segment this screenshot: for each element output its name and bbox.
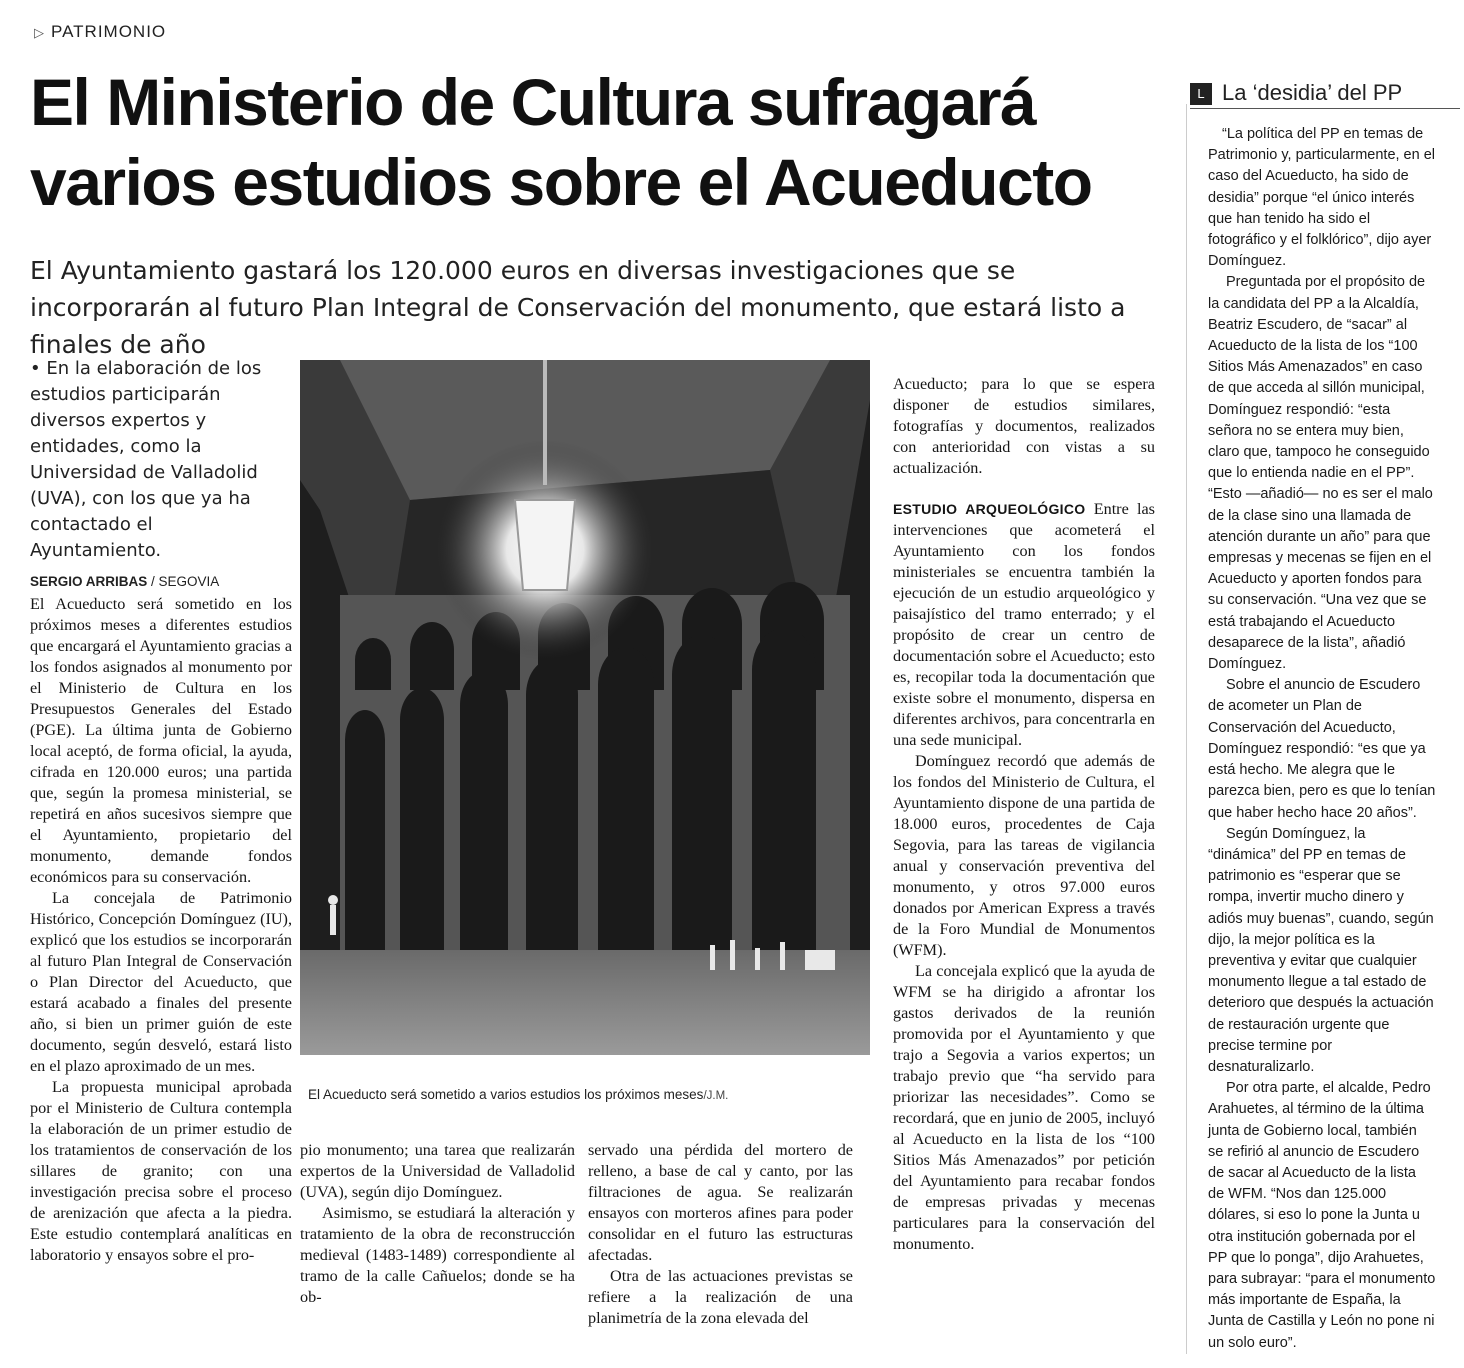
sidebar-title-text: La ‘desidia’ del PP	[1222, 80, 1403, 105]
body-paragraph: El Acueducto será sometido en los próximos meses a diferentes estudios que encargará el Ayuntamiento gracias a los fondos asignados al monumento por el Ministerio de Cultura en los Presupuestos Generales del Estado (PGE). La última junta de Gobierno local aceptó, de forma oficial, la ayuda, cifrada en 120.000 euros; una partida que, según la promesa ministerial, se repetirá en años sucesivos siempre que el Ayuntamiento, propietario del monumento, demande fondos económicos para su conservación.	[30, 595, 292, 886]
sidebar-paragraph: Preguntada por el propósito de la candidata del PP a la Alcaldía, Beatriz Escudero, de “sacar” al Acueducto de la lista de los “100 Sitios Más Amenazados” en caso de que acceda al sillón municipal, Domínguez respondió: “esta señora no se entera muy bien, claro que, tampoco he conseguido que lo entienda nadie en el PP”. “Esto —añadió— no es ser el malo de la clase sino una llamada de atención durante un año” para que empresas y mecenas se fijen en el Acueducto y aporten fondos para su conservación. “Una vez que se está trabajando el Acueducto desaparece de la lista”, añadió Domínguez.	[1208, 274, 1433, 673]
section-tag	[34, 22, 166, 42]
body-paragraph: pio monumento; una tarea que realizarán expertos de la Universidad de Valladolid (UVA), según dijo Domínguez.	[300, 1141, 575, 1201]
sidebar-paragraph: Por otra parte, el alcalde, Pedro Arahuetes, al término de la última junta de Gobierno local, también se refirió al anuncio de Escudero de sacar al Acueducto de la lista de WFM. “Nos dan 125.000 dólares, si eso lo pone la Junta u otra institución gobernada por el PP que lo ponga”, dijo Arahuetes, para subrayar: “para el monumento más importante de España, la Junta de Castilla y León no pone ni un solo euro”.	[1208, 1080, 1436, 1351]
lead-summary: • En la elaboración de los estudios participarán diversos expertos y entidades, como la Universidad de Valladolid (UVA), con los que ya ha contactado el Ayuntamiento.	[30, 358, 262, 561]
byline-place: / SEGOVIA	[147, 574, 220, 589]
body-paragraph: Domínguez recordó que además de los fondos del Ministerio de Cultura, el Ayuntamiento dispone de una partida de 18.000 euros, procedentes de Caja Segovia, para las tareas de vigilancia anual y conservación preventiva del monumento, y otros 97.000 euros donados por American Express a través de la Foro Mundial de Monumentos (WFM).	[893, 752, 1155, 959]
body-paragraph: La concejala de Patrimonio Histórico, Concepción Domínguez (IU), explicó que los estudios se incorporarán al futuro Plan Integral de Conservación o Plan Director del Acueducto, que estará acabado a finales del presente año, si bien un primer guión de este documento, según desveló, estará listo en el plazo aproximado de un mes.	[30, 889, 292, 1075]
section-arrow-icon: ▷	[34, 25, 45, 40]
subhead-text: Entre las intervenciones que acometerá el Ayuntamiento con los fondos ministeriales se encuentra también la ejecución de un estudio arqueológico y paisajístico del tramo enterrado; y el propósito de crear un centro de documentación sobre el Acueducto; esto es, recopilar toda la documentación que existe sobre el monumento, dispersa en diferentes archivos, para concentrarla en una sede municipal.	[893, 500, 1156, 749]
body-column-4	[893, 374, 1155, 1255]
body-paragraph-subhead	[893, 499, 1155, 751]
body-column-3	[588, 1140, 853, 1329]
body-paragraph: Otra de las actuaciones previstas se refiere a la realización de una planimetría de la zona elevada del	[588, 1267, 853, 1327]
byline	[30, 574, 219, 589]
sidebar-paragraph: Según Domínguez, la “dinámica” del PP en temas de patrimonio es “esperar que se rompa, invertir mucho dinero y adiós muy buenas”, cuando, según dijo, la mejor política es la preventiva y evitar que cualquier monumento llegue a tal estado de deterioro que después la actuación de restauración urgente que precise termine por desnaturalizarlo.	[1208, 825, 1434, 1075]
sidebar-divider	[1186, 104, 1187, 1354]
sidebar-badge-icon: L	[1190, 83, 1212, 105]
subheadline: El Ayuntamiento gastará los 120.000 euros en diversas investigaciones que se incorporarán al futuro Plan Integral de Conservación del monumento, que estará listo a finales de año	[30, 256, 1126, 359]
subhead-label: ESTUDIO ARQUEOLÓGICO	[893, 501, 1086, 517]
photo-caption	[308, 1087, 868, 1102]
sidebar-paragraph: Sobre el anuncio de Escudero de acometer un Plan de Conservación del Acueducto, Domínguez respondió: “es que ya está hecho. Me alegra que le parezca bien, pero es que lo tenían que haber hecho hace 20 años”.	[1208, 677, 1436, 821]
headline: El Ministerio de Cultura sufragará varios estudios sobre el Acueducto	[30, 65, 1092, 219]
body-paragraph: Asimismo, se estudiará la alteración y tratamiento de la obra de reconstrucción medieval (1483-1489) correspondiente al tramo de la calle Cañuelos; donde se ha ob-	[300, 1204, 575, 1306]
aqueduct-photo	[300, 360, 870, 1055]
byline-author: SERGIO ARRIBAS	[30, 574, 148, 589]
body-column-2	[300, 1140, 575, 1308]
sidebar-paragraph: “La política del PP en temas de Patrimonio y, particularmente, en el caso del Acueducto, ha sido de desidia” porque “el único interés que han tenido ha sido el fotográfico y el folklórico”, dijo ayer Domínguez.	[1208, 126, 1436, 270]
body-paragraph: La propuesta municipal aprobada por el Ministerio de Cultura contempla la elaboración de un primer estudio de los tratamientos de conservación de los sillares de granito; con una investigación precisa sobre el proceso de arenización que afecta a la piedra. Este estudio contemplará analíticas en laboratorio y ensayos sobre el pro-	[30, 1078, 292, 1264]
photo-credit: /J.M.	[703, 1090, 729, 1102]
body-paragraph: Acueducto; para lo que se espera disponer de estudios similares, fotografías y documentos, realizados con anterioridad con vistas a su actualización.	[893, 375, 1155, 477]
sidebar-body	[1208, 124, 1436, 1354]
body-column-1	[30, 594, 292, 1266]
photo-caption-text: El Acueducto será sometido a varios estudios los próximos meses	[308, 1087, 704, 1102]
section-label: PATRIMONIO	[51, 22, 167, 41]
body-paragraph: servado una pérdida del mortero de relleno, a base de cal y canto, por las filtraciones de agua. Se realizarán ensayos con morteros afines para poder consolidar en el futuro las estructuras afectadas.	[588, 1141, 853, 1264]
sidebar-title	[1190, 80, 1460, 109]
body-paragraph: La concejala explicó que la ayuda de WFM se ha dirigido a afrontar los gastos derivados de la reunión promovida por el Ayuntamiento y que trajo a Segovia a varios expertos; un trabajo previo que “ha servido para priorizar las necesidades”. Como se recordará, que en junio de 2005, incluyó al Acueducto en la lista de los “100 Sitios Más Amenazados” por petición del Ayuntamiento para recabar fondos de empresas privadas y mecenas particulares para la conservación del monumento.	[893, 962, 1155, 1253]
